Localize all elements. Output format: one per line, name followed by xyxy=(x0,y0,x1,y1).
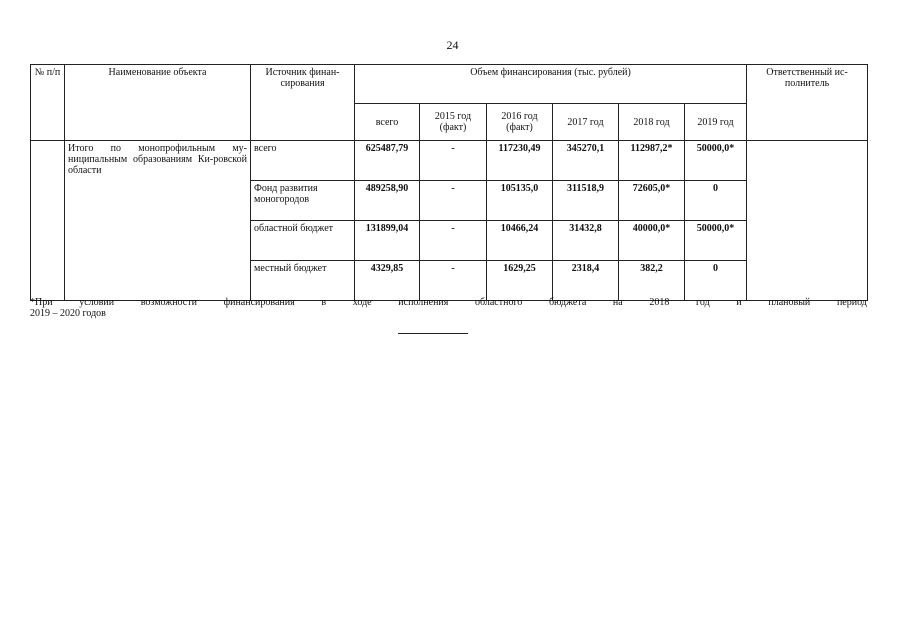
subheader-2018: 2018 год xyxy=(619,104,685,141)
footnote-word: ходе xyxy=(352,297,372,308)
footnote-word: условии xyxy=(79,297,115,308)
page-number: 24 xyxy=(446,38,459,52)
footnote-word: возможности xyxy=(140,297,197,308)
footnote-word: период xyxy=(836,297,867,308)
cell-source: всего xyxy=(251,141,355,181)
cell-value: 105135,0 xyxy=(487,181,553,221)
header-volume: Объем финансирования (тыс. рублей) xyxy=(355,65,747,104)
header-source: Источник финан-сирования xyxy=(251,65,355,141)
cell-value: 489258,90 xyxy=(355,181,420,221)
subheader-2016: 2016 год (факт) xyxy=(487,104,553,141)
cell-value: 112987,2* xyxy=(619,141,685,181)
footnote-word: *При xyxy=(30,297,53,308)
cell-value: 50000,0* xyxy=(685,141,747,181)
cell-value: - xyxy=(420,221,487,261)
cell-value: - xyxy=(420,141,487,181)
cell-value: 625487,79 xyxy=(355,141,420,181)
cell-value: 382,2 xyxy=(619,261,685,301)
footnote-word: финансирования xyxy=(223,297,295,308)
subheader-total: всего xyxy=(355,104,420,141)
footnote-word: на xyxy=(612,297,623,308)
subheader-2019: 2019 год xyxy=(685,104,747,141)
cell-value: 311518,9 xyxy=(553,181,619,221)
footnote-word: и xyxy=(736,297,742,308)
cell-object-name: Итого по монопрофильным му-ниципальным образованиям Ки-ровской области xyxy=(65,141,251,301)
table-header-row xyxy=(31,65,868,104)
footnote-word: год xyxy=(696,297,710,308)
cell-value: 345270,1 xyxy=(553,141,619,181)
subheader-2015: 2015 год (факт) xyxy=(420,104,487,141)
cell-value: - xyxy=(420,181,487,221)
cell-source: Фонд развития моногородов xyxy=(251,181,355,221)
subheader-2017: 2017 год xyxy=(553,104,619,141)
cell-value: 0 xyxy=(685,261,747,301)
end-divider xyxy=(398,333,468,334)
footnote-word: в xyxy=(321,297,327,308)
table-row xyxy=(31,141,868,181)
cell-num xyxy=(31,141,65,301)
header-num: № п/п xyxy=(31,65,65,141)
footnote xyxy=(30,297,867,319)
cell-value: 4329,85 xyxy=(355,261,420,301)
header-object-name: Наименование объекта xyxy=(65,65,251,141)
footnote-word: 2018 xyxy=(649,297,670,308)
cell-value: 131899,04 xyxy=(355,221,420,261)
header-responsible: Ответственный ис-полнитель xyxy=(747,65,868,141)
cell-value: 40000,0* xyxy=(619,221,685,261)
cell-value: 50000,0* xyxy=(685,221,747,261)
cell-value: 72605,0* xyxy=(619,181,685,221)
cell-value: - xyxy=(420,261,487,301)
cell-value: 31432,8 xyxy=(553,221,619,261)
footnote-word: исполнения xyxy=(398,297,449,308)
cell-value: 1629,25 xyxy=(487,261,553,301)
cell-value: 2318,4 xyxy=(553,261,619,301)
financing-table xyxy=(30,64,868,301)
footnote-line-2: 2019 – 2020 годов xyxy=(30,308,106,319)
footnote-word: бюджета xyxy=(548,297,587,308)
cell-source: областной бюджет xyxy=(251,221,355,261)
footnote-word: областного xyxy=(475,297,523,308)
cell-source: местный бюджет xyxy=(251,261,355,301)
cell-value: 10466,24 xyxy=(487,221,553,261)
cell-value: 0 xyxy=(685,181,747,221)
footnote-word: плановый xyxy=(768,297,811,308)
cell-responsible xyxy=(747,141,868,301)
footnote-line-1 xyxy=(30,297,867,308)
cell-value: 117230,49 xyxy=(487,141,553,181)
